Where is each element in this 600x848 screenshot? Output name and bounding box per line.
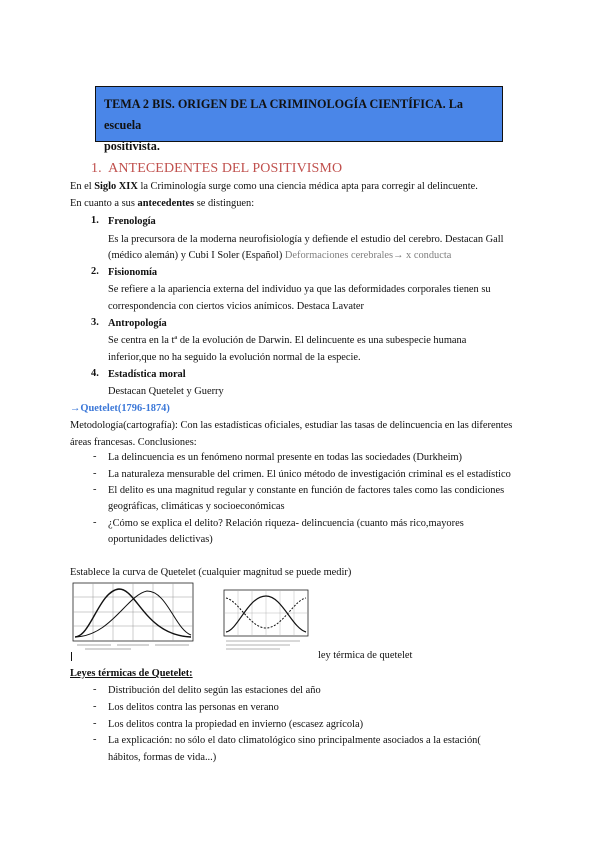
leyes-heading: Leyes térmicas de Quetelet:	[70, 668, 193, 679]
list-number: 1.	[91, 215, 99, 226]
list-item-text: correspondencia con ciertos vicios anímicos. Destaca Lavater	[108, 301, 364, 312]
dash-bullet: -	[93, 684, 97, 695]
list-item-title: Frenología	[108, 216, 156, 227]
list-number: 3.	[91, 317, 99, 328]
curva-text: Establece la curva de Quetelet (cualquier magnitud se puede medir)	[70, 567, 352, 578]
intro-line-1: En el Siglo XIX la Criminología surge como una ciencia médica apta para corregir al delincuente.	[70, 181, 478, 192]
list-number: 4.	[91, 368, 99, 379]
dash-bullet: -	[93, 701, 97, 712]
list-item-title: Antropología	[108, 318, 167, 329]
conclusion-item: La naturaleza mensurable del crimen. El único método de investigación criminal es el estadístico	[108, 469, 511, 480]
ley-item: Los delitos contra las personas en verano	[108, 702, 279, 713]
intro-line-2: En cuanto a sus antecedentes se distinguen:	[70, 198, 255, 209]
conclusion-item: La delincuencia es un fenómeno normal presente en todas las sociedades (Durkheim)	[108, 452, 463, 463]
conclusion-item-cont: oportunidades delictivas)	[108, 534, 213, 545]
ley-item: La explicación: no sólo el dato climatológico sino principalmente asociados a la estación(	[108, 735, 481, 746]
metodologia-line-1: Metodología(cartografía): Con las estadísticas oficiales, estudiar las tasas de delincuencia en las diferentes	[70, 420, 513, 431]
title-line-2: positivista.	[104, 139, 160, 153]
dash-bullet: -	[93, 734, 97, 745]
list-item-text: Se refiere a la apariencia externa del individuo ya que las deformidades corporales tienen su	[108, 284, 491, 295]
dash-bullet: -	[93, 484, 97, 495]
dash-bullet: -	[93, 718, 97, 729]
section-heading	[91, 161, 342, 177]
quetelet-curve-figure	[71, 581, 206, 653]
metodologia-line-2: áreas francesas. Conclusiones:	[70, 437, 197, 448]
list-item-text: inferior,que no ha seguido la evolución normal de la especie.	[108, 352, 361, 363]
conclusion-item: ¿Cómo se explica el delito? Relación riqueza- delincuencia (cuanto más rico,mayores	[108, 518, 464, 529]
list-item-text: Se centra en la tª de la evolución de Darwin. El delincuente es una subespecie humana	[108, 335, 467, 346]
ley-item-cont: hábitos, formas de vida...)	[108, 752, 217, 763]
dash-bullet: -	[93, 451, 97, 462]
conclusion-item-cont: geográficas, climáticas y socioeconómicas	[108, 501, 285, 512]
list-item-title: Fisionomía	[108, 267, 158, 278]
list-item-title: Estadística moral	[108, 369, 186, 380]
section-title: ANTECEDENTES DEL POSITIVISMO	[108, 161, 343, 176]
title-line-1: TEMA 2 BIS. ORIGEN DE LA CRIMINOLOGÍA CIENTÍFICA. La escuela	[104, 97, 463, 132]
title-box	[95, 86, 503, 153]
dash-bullet: -	[93, 517, 97, 528]
list-item-text: Es la precursora de la moderna neurofisiología y defiende el estudio del cerebro. Destacan Gall	[108, 234, 504, 245]
ley-termica-figure	[220, 584, 312, 654]
figure-marker	[71, 652, 72, 661]
list-item-text: Destacan Quetelet y Guerry	[108, 386, 224, 397]
figure-caption: ley térmica de quetelet	[318, 650, 413, 661]
list-number: 2.	[91, 266, 99, 277]
ley-item: Distribución del delito según las estaciones del año	[108, 685, 321, 696]
ley-item: Los delitos contra la propiedad en invierno (escasez agrícola)	[108, 719, 364, 730]
section-number: 1.	[91, 161, 102, 176]
conclusion-item: El delito es una magnitud regular y constante en función de factores tales como las condiciones	[108, 485, 505, 496]
list-item-text: (médico alemán) y Cubi I Soler (Español) Deformaciones cerebrales→ x conducta	[108, 250, 452, 261]
quetelet-heading: →Quetelet(1796-1874)	[70, 403, 170, 414]
dash-bullet: -	[93, 468, 97, 479]
